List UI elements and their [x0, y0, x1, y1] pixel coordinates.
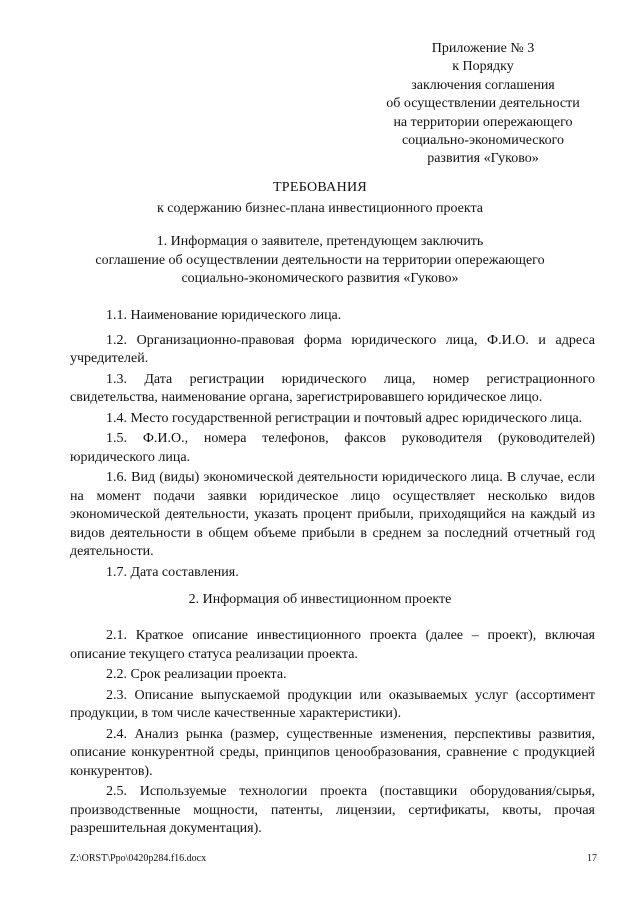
page-footer — [70, 853, 597, 864]
section-1-heading-line: соглашение об осуществлении деятельности на территории опережающего — [95, 252, 545, 268]
item-1-6: 1.6. Вид (виды) экономической деятельности юридического лица. В случае, если на момент подачи заявки юридическое лицо осуществляет несколько видов экономической деятельности, указать процент прибыли, приходящийся на каждый из видов деятельности в общем объеме прибыли в среднем за последний отчетный год деятельности. — [70, 470, 595, 559]
item-2-2: 2.2. Срок реализации проекта. — [106, 667, 287, 682]
file-path: Z:\ORST\Ppo\0420p284.f16.docx — [70, 853, 207, 864]
section-2-body — [70, 627, 595, 841]
section-1-heading — [70, 233, 570, 289]
appendix-line: заключения соглашения — [411, 77, 555, 93]
appendix-header — [370, 40, 596, 169]
section-2-heading: 2. Информация об инвестиционном проекте — [188, 592, 452, 607]
appendix-line: об осуществлении деятельности — [386, 96, 580, 112]
document-subtitle: к содержанию бизнес-плана инвестиционного проекта — [156, 201, 483, 216]
appendix-line: развития «Гуково» — [427, 151, 539, 167]
item-1-2: 1.2. Организационно-правовая форма юридического лица, Ф.И.О. и адреса учредителей. — [70, 332, 595, 366]
page-number: 17 — [587, 853, 597, 864]
document-title: ТРЕБОВАНИЯ — [272, 180, 368, 195]
item-2-1: 2.1. Краткое описание инвестиционного проекта (далее – проект), включая описание текущего статуса реализации проекта. — [70, 628, 595, 662]
item-2-5: 2.5. Используемые технологии проекта (поставщики оборудования/сырья, производственные мощности, патенты, лицензии, сертификаты, квоты, прочая разрешительная документация). — [70, 784, 595, 836]
item-2-3: 2.3. Описание выпускаемой продукции или оказываемых услуг (ассортимент продукции, в том числе качественные характеристики). — [70, 687, 595, 721]
section-1-heading-line: 1. Информация о заявителе, претендующем заключить — [156, 234, 484, 249]
item-1-3: 1.3. Дата регистрации юридического лица, номер регистрационного свидетельства, наименование органа, зарегистрировавшего юридическое лицо. — [70, 371, 595, 405]
item-1-5: 1.5. Ф.И.О., номера телефонов, факсов руководителя (руководителей) юридического лица. — [70, 431, 595, 465]
item-1-4: 1.4. Место государственной регистрации и почтовый адрес юридического лица. — [106, 410, 583, 426]
appendix-line: на территории опережающего — [393, 114, 573, 130]
item-1-1: 1.1. Наименование юридического лица. — [106, 308, 342, 323]
item-2-4: 2.4. Анализ рынка (размер, существенные изменения, перспективы развития, описание конкурентной среды, принципов ценообразования, сравнение с продукцией конкурентов). — [70, 726, 595, 779]
section-1-heading-line: социально-экономического развития «Гуково» — [181, 271, 459, 286]
appendix-line: социально-экономического — [401, 133, 565, 149]
appendix-line: к Порядку — [452, 59, 514, 75]
section-1-body — [70, 307, 595, 584]
item-1-7: 1.7. Дата составления. — [106, 564, 239, 580]
appendix-line: Приложение № 3 — [431, 41, 535, 56]
